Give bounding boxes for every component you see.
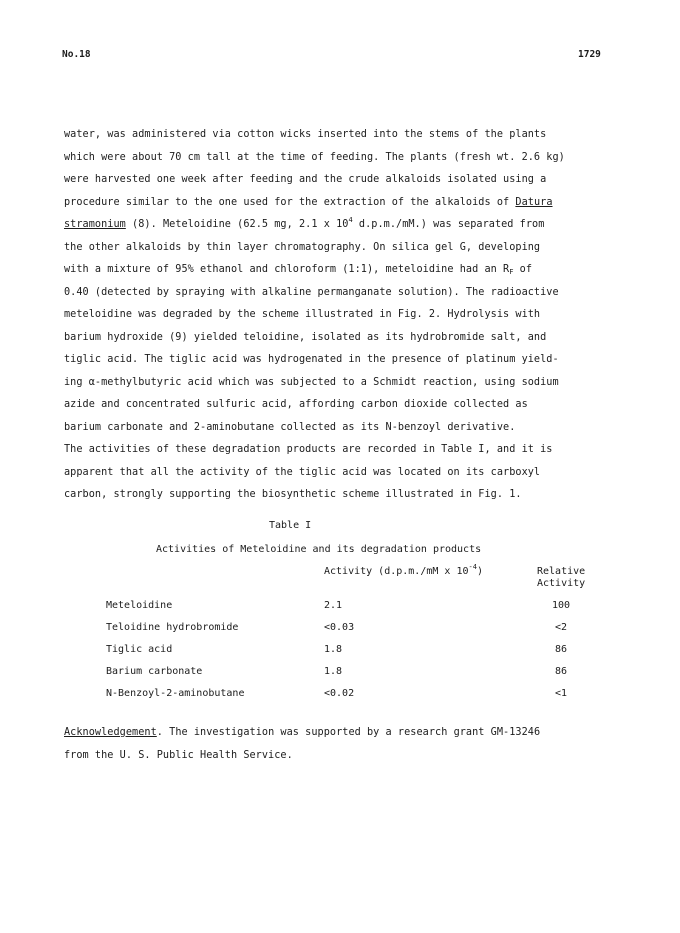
column-header-text: ) xyxy=(476,566,483,577)
relative-activity-value: 100 xyxy=(551,600,571,611)
activity-value: <0.02 xyxy=(324,688,355,699)
table-row xyxy=(0,644,680,662)
activity-value: 1.8 xyxy=(324,644,343,655)
text-segment: (8). Meteloidine (62.5 mg, 2.1 x 10 xyxy=(132,219,349,230)
compound-name: Meteloidine xyxy=(106,600,173,611)
text-line xyxy=(64,722,624,745)
species-name: stramonium xyxy=(64,219,126,230)
text-line: barium carbonate and 2-aminobutane collected as its N-benzoyl derivative. xyxy=(64,421,516,433)
text-segment: with a mixture of 95% ethanol and chloroform (1:1), meteloidine had an R xyxy=(64,264,510,275)
activity-value: 2.1 xyxy=(324,600,343,611)
text-line: were harvested one week after feeding and the crude alkaloids isolated using a xyxy=(64,174,547,185)
text-line: barium hydroxide (9) yielded teloidine, isolated as its hydrobromide salt, and xyxy=(64,331,547,343)
table-row xyxy=(0,688,680,706)
text-line: 0.40 (detected by spraying with alkaline permanganate solution). The radioactive xyxy=(64,286,559,298)
column-header-activity xyxy=(324,563,483,577)
compound-name: N-Benzoyl-2-aminobutane xyxy=(106,688,245,699)
text-line xyxy=(64,214,624,237)
body-paragraph xyxy=(64,124,624,507)
table-title: Table I xyxy=(269,520,312,531)
activity-value: <0.03 xyxy=(324,622,355,633)
subscript: F xyxy=(509,268,514,276)
relative-activity-value: <1 xyxy=(554,688,568,699)
compound-name: Tiglic acid xyxy=(106,644,173,655)
relative-activity-value: 86 xyxy=(554,666,568,677)
genus-name: Datura xyxy=(515,196,553,208)
text-segment: procedure similar to the one used for the extraction of the alkaloids of xyxy=(64,196,510,208)
text-line: The activities of these degradation products are recorded in Table I, and it is xyxy=(64,444,553,455)
text-segment: d.p.m./mM.) was separated from xyxy=(358,219,545,230)
text-line: which were about 70 cm tall at the time of feeding. The plants (fresh wt. 2.6 kg) xyxy=(64,151,565,163)
journal-number: No.18 xyxy=(62,49,91,60)
text-line: the other alkaloids by thin layer chromatography. On silica gel G, developing xyxy=(64,241,541,253)
page-number: 1729 xyxy=(578,49,601,60)
text-line: azide and concentrated sulfuric acid, affording carbon dioxide collected as xyxy=(64,399,528,410)
relative-activity-value: 86 xyxy=(554,644,568,655)
text-line: from the U. S. Public Health Service. xyxy=(64,749,293,761)
table-row xyxy=(0,666,680,684)
column-header-text: Activity xyxy=(537,578,586,589)
table-caption: Activities of Meteloidine and its degradation products xyxy=(156,544,482,555)
text-line: tiglic acid. The tiglic acid was hydrogenated in the presence of platinum yield- xyxy=(64,354,559,365)
text-line xyxy=(64,192,624,215)
relative-activity-value: <2 xyxy=(554,622,568,633)
text-segment: . The investigation was supported by a research grant GM-13246 xyxy=(156,727,541,738)
text-line: ing α-methylbutyric acid which was subjected to a Schmidt reaction, using sodium xyxy=(64,376,559,388)
column-header-text: Relative xyxy=(537,566,586,577)
column-header-relative xyxy=(537,566,585,590)
superscript: -4 xyxy=(468,563,477,571)
acknowledgement xyxy=(64,722,624,767)
text-line: carbon, strongly supporting the biosynthetic scheme illustrated in Fig. 1. xyxy=(64,489,522,500)
compound-name: Teloidine hydrobromide xyxy=(106,622,239,633)
text-line: apparent that all the activity of the tiglic acid was located on its carboxyl xyxy=(64,466,541,478)
table-row xyxy=(0,622,680,640)
activity-value: 1.8 xyxy=(324,666,343,677)
text-line: water, was administered via cotton wicks inserted into the stems of the plants xyxy=(64,129,547,140)
column-header-text: Activity (d.p.m./mM x 10 xyxy=(324,566,469,577)
acknowledgement-heading: Acknowledgement xyxy=(64,727,157,738)
text-line xyxy=(64,259,624,282)
text-segment: of xyxy=(519,264,533,275)
superscript: 4 xyxy=(348,216,353,224)
compound-name: Barium carbonate xyxy=(106,666,203,677)
text-line: meteloidine was degraded by the scheme illustrated in Fig. 2. Hydrolysis with xyxy=(64,309,541,320)
table-row xyxy=(0,600,680,618)
